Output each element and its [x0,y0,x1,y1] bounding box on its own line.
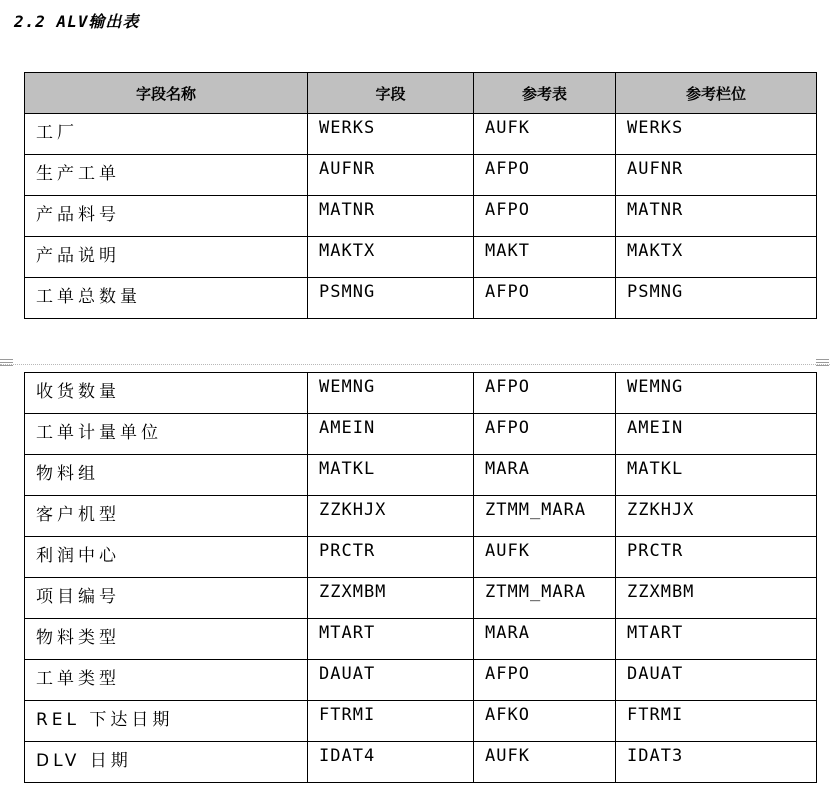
page-break-marker-left [0,359,13,369]
table-row [25,537,817,578]
cell-ref-table [474,373,616,414]
cell-ref-table-text: AFPO [485,282,530,302]
cell-ref-table [474,155,616,196]
table-row [25,496,817,537]
cell-ref-field [616,373,817,414]
cell-field-name-text: 产品料号 [36,205,120,225]
cell-ref-field [616,278,817,319]
cell-ref-field [616,414,817,455]
cell-field-name [25,537,308,578]
cell-field-name [25,155,308,196]
cell-ref-field-text: WERKS [627,118,684,138]
cell-ref-table [474,278,616,319]
table-row [25,578,817,619]
cell-field-name-text: 物料类型 [36,628,120,648]
table-row [25,701,817,742]
cell-ref-table [474,660,616,701]
cell-ref-field [616,496,817,537]
column-header-field-name: 字段名称 [25,73,308,114]
cell-ref-field-text: PRCTR [627,541,684,561]
cell-ref-table-text: AFPO [485,664,530,684]
table-row [25,414,817,455]
cell-field-name [25,455,308,496]
section-heading: 2.2 ALV输出表 [14,12,140,31]
cell-field-name [25,278,308,319]
cell-field-name [25,373,308,414]
cell-field-name [25,414,308,455]
cell-ref-field-text: FTRMI [627,705,684,725]
cell-field [308,237,474,278]
cell-field-name-text: 工单类型 [36,669,120,689]
table-row [25,660,817,701]
cell-ref-field-text: WEMNG [627,377,684,397]
cell-field-name [25,701,308,742]
cell-ref-field [616,455,817,496]
cell-ref-field [616,578,817,619]
cell-ref-field [616,701,817,742]
cell-field-text: AUFNR [319,159,376,179]
cell-field-name-text: 工厂 [36,123,78,143]
cell-field [308,278,474,319]
cell-field-name-text: 客户机型 [36,505,120,525]
table-row [25,373,817,414]
cell-ref-field-text: MAKTX [627,241,684,261]
cell-ref-field [616,196,817,237]
cell-field-text: DAUAT [319,664,376,684]
cell-ref-table [474,414,616,455]
cell-field [308,619,474,660]
cell-field-name [25,114,308,155]
cell-field [308,373,474,414]
cell-ref-table-text: ZTMM_MARA [485,500,587,520]
cell-ref-table-text: AFPO [485,418,530,438]
cell-field-name [25,742,308,783]
column-header-ref-field: 参考栏位 [616,73,817,114]
cell-ref-field-text: ZZXMBM [627,582,695,602]
table-row [25,278,817,319]
cell-field-name-text: 收货数量 [36,382,120,402]
cell-field [308,742,474,783]
cell-ref-table [474,237,616,278]
cell-field-text: WERKS [319,118,376,138]
cell-field [308,414,474,455]
cell-field-name [25,496,308,537]
cell-ref-field-text: AMEIN [627,418,684,438]
cell-field-text: AMEIN [319,418,376,438]
table-row [25,155,817,196]
cell-ref-table-text: AFPO [485,377,530,397]
cell-ref-field-text: AUFNR [627,159,684,179]
cell-field [308,114,474,155]
cell-field-name-text: 工单计量单位 [36,423,162,443]
cell-ref-table-text: AUFK [485,746,530,766]
cell-ref-field [616,660,817,701]
table-row [25,237,817,278]
cell-field-text: FTRMI [319,705,376,725]
cell-ref-field [616,537,817,578]
page-break-line [0,364,830,365]
cell-ref-table-text: AUFK [485,118,530,138]
cell-ref-field-text: PSMNG [627,282,684,302]
cell-field-name [25,578,308,619]
cell-ref-field-text: ZZKHJX [627,500,695,520]
table-row [25,196,817,237]
table-header-row [25,73,817,114]
cell-field-name-text: 利润中心 [36,546,120,566]
cell-field [308,496,474,537]
cell-field-name-text: REL 下达日期 [36,710,174,730]
cell-ref-table-text: MARA [485,459,530,479]
table-row [25,114,817,155]
cell-ref-field [616,619,817,660]
cell-field-text: MATKL [319,459,376,479]
cell-ref-table [474,455,616,496]
cell-field [308,701,474,742]
cell-ref-field [616,237,817,278]
cell-field-name [25,237,308,278]
cell-ref-table [474,196,616,237]
cell-field-text: IDAT4 [319,746,376,766]
column-header-field: 字段 [308,73,474,114]
cell-field-name-text: DLV 日期 [36,751,132,771]
cell-field-name [25,619,308,660]
cell-field [308,155,474,196]
cell-field-text: PSMNG [319,282,376,302]
cell-ref-table-text: AFKO [485,705,530,725]
cell-ref-table-text: MAKT [485,241,530,261]
cell-ref-table [474,619,616,660]
cell-ref-field-text: MATNR [627,200,684,220]
cell-field-text: MAKTX [319,241,376,261]
cell-field-text: ZZXMBM [319,582,387,602]
cell-ref-field [616,742,817,783]
cell-field-text: MTART [319,623,376,643]
cell-ref-table-text: AFPO [485,200,530,220]
cell-ref-field-text: MTART [627,623,684,643]
cell-field-name-text: 产品说明 [36,246,120,266]
cell-ref-table [474,114,616,155]
cell-field-text: ZZKHJX [319,500,387,520]
cell-field [308,196,474,237]
page-break-marker-right [816,359,829,369]
cell-field [308,660,474,701]
table-row [25,455,817,496]
cell-field [308,537,474,578]
cell-ref-field-text: IDAT3 [627,746,684,766]
cell-ref-table-text: ZTMM_MARA [485,582,587,602]
cell-field [308,455,474,496]
cell-ref-table-text: AUFK [485,541,530,561]
cell-ref-table-text: MARA [485,623,530,643]
cell-field-name-text: 项目编号 [36,587,120,607]
cell-ref-field-text: DAUAT [627,664,684,684]
cell-ref-table [474,701,616,742]
table-row [25,619,817,660]
cell-ref-field [616,114,817,155]
cell-field-text: MATNR [319,200,376,220]
table-body-part1 [25,114,817,319]
cell-field-name [25,660,308,701]
cell-field-name [25,196,308,237]
cell-ref-table [474,742,616,783]
cell-field [308,578,474,619]
cell-ref-table-text: AFPO [485,159,530,179]
cell-ref-field [616,155,817,196]
cell-ref-table [474,537,616,578]
alv-output-table-part1 [24,72,817,319]
cell-field-name-text: 物料组 [36,464,99,484]
table-row [25,742,817,783]
cell-ref-table [474,578,616,619]
column-header-ref-table: 参考表 [474,73,616,114]
cell-ref-field-text: MATKL [627,459,684,479]
cell-ref-table [474,496,616,537]
cell-field-name-text: 工单总数量 [36,287,141,307]
table-body-part2 [25,373,817,783]
cell-field-name-text: 生产工单 [36,164,120,184]
alv-output-table-part2 [24,372,817,783]
cell-field-text: PRCTR [319,541,376,561]
cell-field-text: WEMNG [319,377,376,397]
